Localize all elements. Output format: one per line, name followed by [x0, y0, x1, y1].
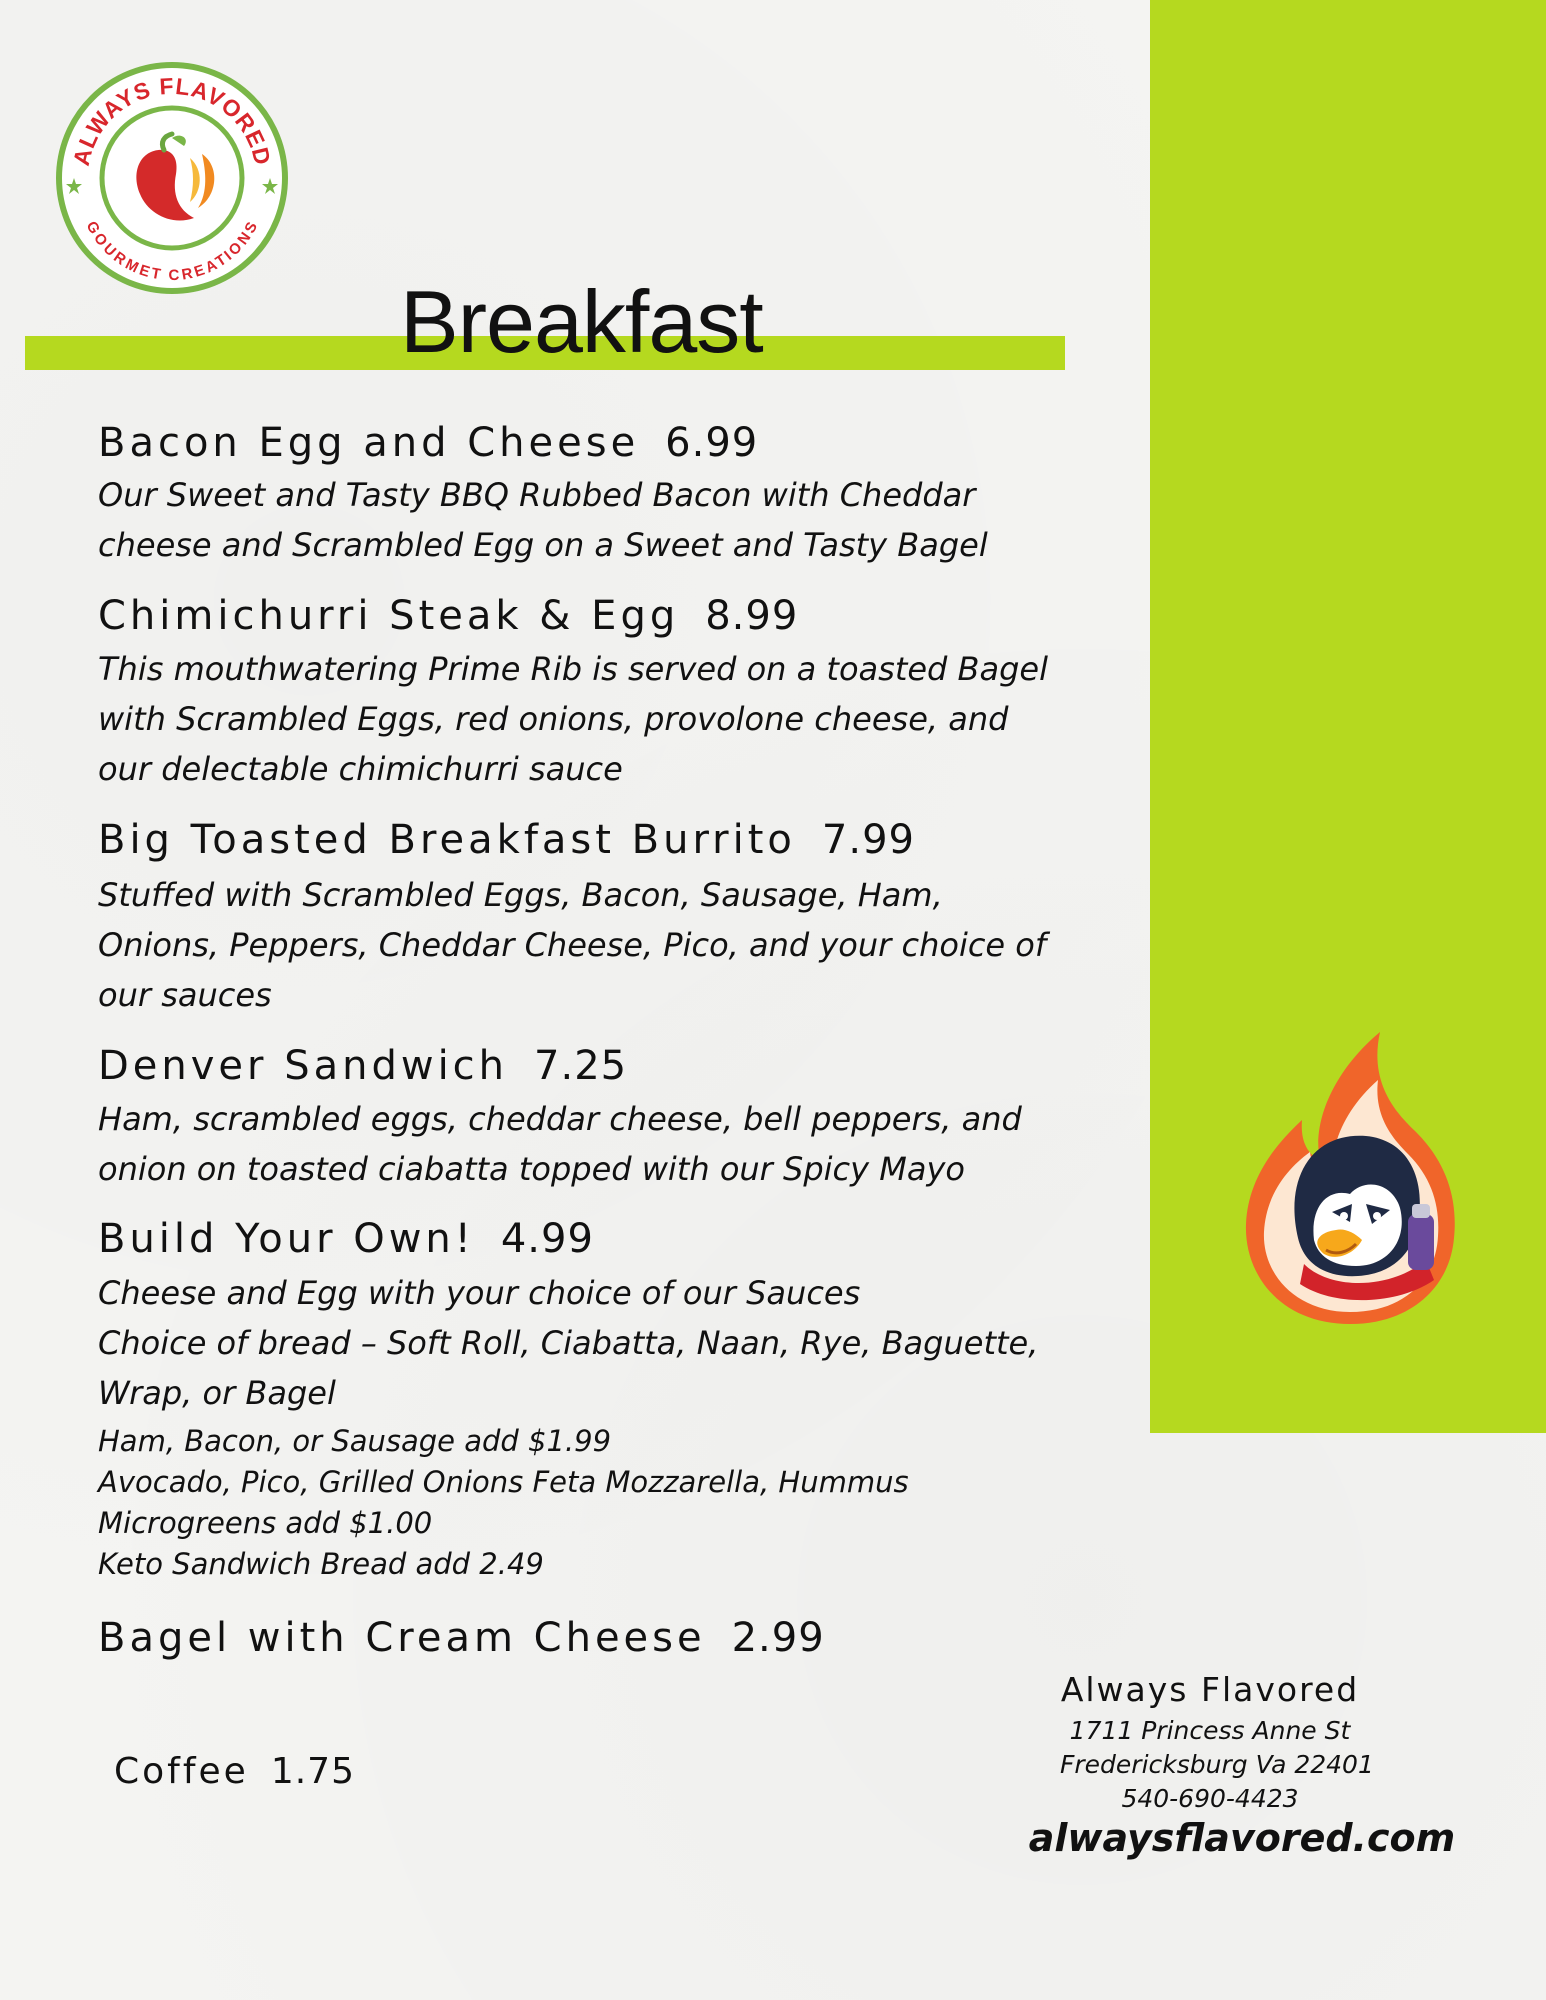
description-line: with Scrambled Eggs, red onions, provolone cheese, and: [98, 700, 1009, 738]
address-city: Fredericksburg Va 22401: [1060, 1750, 1374, 1779]
page-title: Breakfast: [400, 272, 763, 371]
description-line: Choice of bread – Soft Roll, Ciabatta, Naan, Rye, Baguette,: [98, 1324, 1039, 1362]
addon-line: Microgreens add $1.00: [98, 1506, 433, 1540]
description-line: Our Sweet and Tasty BBQ Rubbed Bacon with Cheddar: [98, 476, 976, 514]
coffee-name: Coffee: [114, 1751, 249, 1792]
menu-item-price: 7.99: [821, 817, 915, 863]
menu-item-title: [98, 1613, 825, 1663]
description-line: Cheese and Egg with your choice of our Sauces: [98, 1274, 861, 1312]
menu-item-title: [98, 418, 758, 468]
description-line: Onions, Peppers, Cheddar Cheese, Pico, and your choice of: [98, 926, 1047, 964]
logo-top-text: ALWAYS FLAVORED: [67, 72, 277, 169]
description-line: Wrap, or Bagel: [98, 1374, 336, 1412]
menu-item-title: [98, 591, 798, 641]
addon-line: Avocado, Pico, Grilled Onions Feta Mozzarella, Hummus: [98, 1465, 909, 1499]
menu-item-name: Bagel with Cream Cheese: [98, 1615, 706, 1661]
description-line: our sauces: [98, 976, 272, 1014]
menu-item-description: [98, 644, 1118, 794]
phone-number: 540-690-4423: [1121, 1784, 1299, 1813]
description-line: our delectable chimichurri sauce: [98, 750, 623, 788]
logo-bottom-text: GOURMET CREATIONS: [82, 218, 262, 285]
menu-item-price: 7.25: [534, 1043, 628, 1089]
description-line: onion on toasted ciabatta topped with our Spicy Mayo: [98, 1150, 965, 1188]
website-link[interactable]: alwaysflavored.com: [1028, 1816, 1456, 1860]
menu-item-description: [98, 870, 1118, 1020]
menu-item-price: 2.99: [731, 1615, 825, 1661]
menu-item-description: [98, 470, 1118, 570]
menu-item-name: Bacon Egg and Cheese: [98, 420, 640, 466]
menu-item-price: 8.99: [705, 593, 799, 639]
menu-item-title: [98, 815, 915, 865]
menu-item-price: 6.99: [665, 420, 759, 466]
menu-item-description: [98, 1094, 1118, 1194]
addon-line: Keto Sandwich Bread add 2.49: [98, 1547, 544, 1581]
description-line: Stuffed with Scrambled Eggs, Bacon, Sausage, Ham,: [98, 876, 943, 914]
description-line: This mouthwatering Prime Rib is served on a toasted Bagel: [98, 650, 1048, 688]
addon-line: Ham, Bacon, or Sausage add $1.99: [98, 1424, 612, 1458]
coffee-item: [114, 1747, 355, 1797]
menu-item-addons: [98, 1421, 1098, 1585]
menu-item-title: [98, 1214, 594, 1264]
always-flavored-logo: [52, 58, 292, 298]
menu-item-name: Denver Sandwich: [98, 1043, 509, 1089]
menu-item-description: [98, 1268, 1118, 1418]
description-line: cheese and Scrambled Egg on a Sweet and Tasty Bagel: [98, 526, 988, 564]
penguin-flame-mascot-icon: [1240, 1028, 1460, 1328]
menu-item-name: Chimichurri Steak & Egg: [98, 593, 680, 639]
address-street: 1711 Princess Anne St: [1069, 1716, 1351, 1745]
menu-item-name: Big Toasted Breakfast Burrito: [98, 817, 796, 863]
coffee-price: 1.75: [270, 1751, 355, 1792]
menu-item-title: [98, 1041, 627, 1091]
menu-item-name: Build Your Own!: [98, 1216, 475, 1262]
business-name: Always Flavored: [1060, 1670, 1360, 1709]
description-line: Ham, scrambled eggs, cheddar cheese, bell peppers, and: [98, 1100, 1022, 1138]
menu-item-price: 4.99: [500, 1216, 594, 1262]
